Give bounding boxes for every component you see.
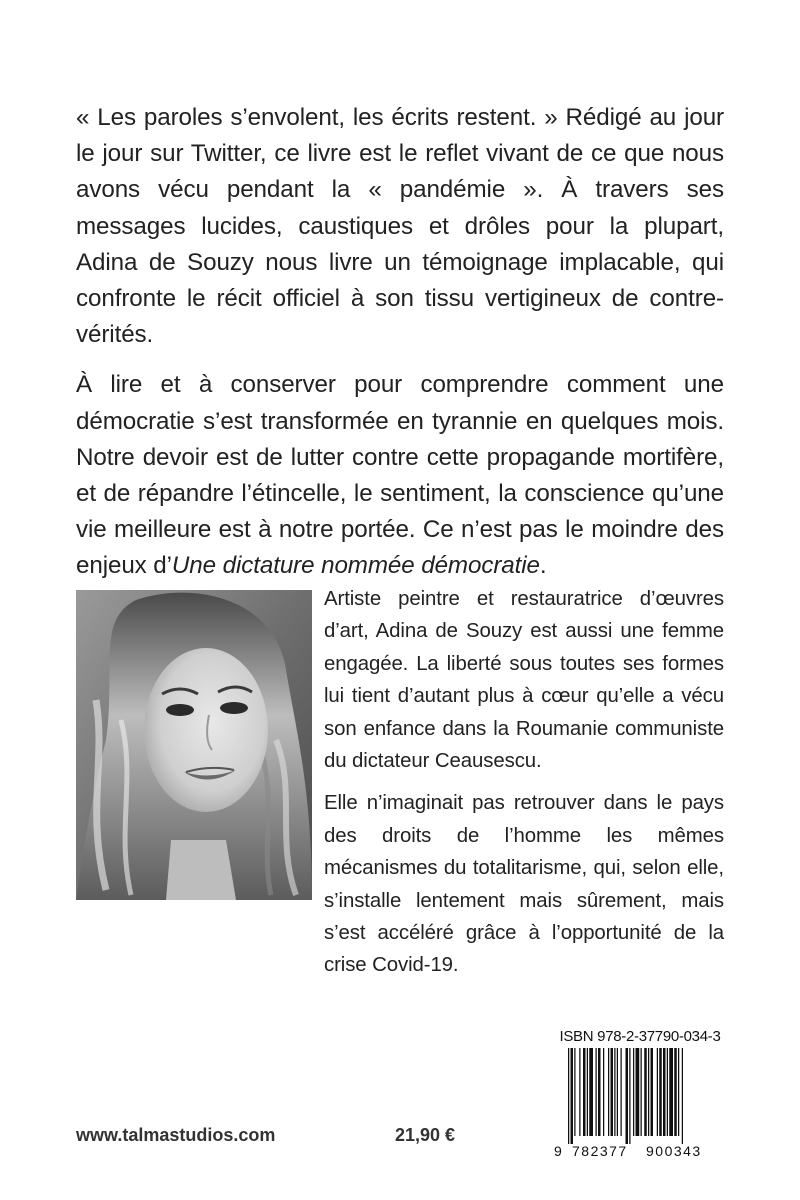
barcode-bar (626, 1048, 629, 1144)
barcode-bar (636, 1048, 640, 1136)
barcode-bar (617, 1048, 618, 1136)
blurb-paragraph-1: « Les paroles s’envolent, les écrits restent. » Rédigé au jour le jour sur Twitter, ce livre est le reflet vivant de ce que nous avons vécu pendant la « pandémie ». À travers ses messages lucides, caustiques et drôles pour la plupart, Adina de Souzy nous livre un témoignage implacable, qui confronte le récit officiel à son tissu vertigineux de contre-vérités. (76, 104, 724, 349)
barcode-bar (571, 1048, 574, 1144)
barcode-bar (648, 1048, 649, 1136)
barcode-bar (598, 1048, 601, 1136)
barcode-bar (629, 1048, 630, 1144)
barcode-digit-first: 9 (554, 1143, 562, 1159)
barcode-bar (568, 1048, 569, 1144)
barcode-icon (552, 1048, 728, 1160)
barcode-bar (682, 1048, 683, 1144)
blurb-paragraph-2-end: . (539, 552, 547, 580)
blurb-paragraph-2 (76, 367, 724, 584)
barcode-bar (611, 1048, 614, 1136)
author-bio (324, 583, 724, 992)
barcode-bar (678, 1048, 679, 1136)
bio-paragraph-1: Artiste peintre et restauratrice d’œuvres d’art, Adina de Souzy est aussi une femme engagée. La liberté sous toutes ses formes lui tient d’autant plus à cœur qu’elle a vécu son enfance dans la Roumanie communiste du dictateur Ceausescu. (324, 588, 724, 773)
barcode-bar (603, 1048, 604, 1136)
barcode-bar (674, 1048, 677, 1136)
book-price: 21,90 € (395, 1125, 456, 1145)
barcode-bar (669, 1048, 673, 1136)
barcode-bar (587, 1048, 588, 1136)
barcode-bar (574, 1048, 575, 1136)
barcode-bar (589, 1048, 593, 1136)
barcode-bar (608, 1048, 609, 1136)
barcode-bar (621, 1048, 622, 1136)
barcode-bar (657, 1048, 658, 1136)
barcode-bar (579, 1048, 580, 1136)
barcode-digits-left: 782377 (572, 1143, 628, 1159)
barcode-bar (596, 1048, 597, 1136)
author-photo (76, 590, 312, 900)
publisher-website: www.talmastudios.com (76, 1125, 276, 1145)
book-title-italic: Une dictature nommée démocratie (171, 552, 540, 580)
barcode-digits-right: 900343 (646, 1143, 702, 1159)
barcode-bar (659, 1048, 662, 1136)
book-blurb (76, 100, 724, 599)
isbn-barcode-block (552, 1028, 728, 1160)
blurb-paragraph-2-text: À lire et à conserver pour comprendre comment une démocratie s’est transformée en tyrannie en quelques mois. Notre devoir est de lutter contre cette propagande mortifère, et de répandre l’étincelle, le sentiment, la conscience qu’une vie meilleure est à notre portée. Ce n’est pas le moindre des enjeux d’ (76, 371, 724, 580)
barcode-bar (651, 1048, 654, 1136)
barcode-bar (663, 1048, 666, 1136)
barcode-bar (583, 1048, 586, 1136)
barcode-bar (641, 1048, 642, 1136)
barcode-bar (667, 1048, 668, 1136)
bio-paragraph-2: Elle n’imaginait pas retrouver dans le pays des droits de l’homme les mêmes mécanismes du totalitarisme, qui, selon elle, s’installe lentement mais sûrement, mais s’est accéléré grâce à l’opportunité de la crise Covid-19. (324, 792, 724, 977)
isbn-label: ISBN 978-2-37790-034-3 (559, 1028, 721, 1045)
barcode-bar (644, 1048, 647, 1136)
barcode-bar (614, 1048, 615, 1136)
barcode-bar (633, 1048, 634, 1136)
